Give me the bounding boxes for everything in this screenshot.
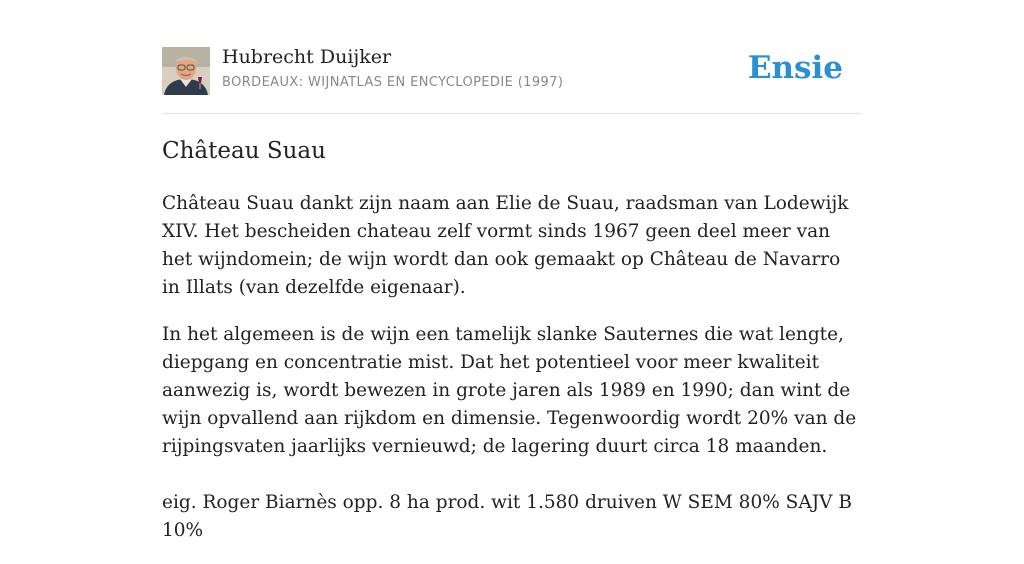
author-avatar[interactable] [162, 47, 210, 95]
ensie-logo[interactable]: Ensie [747, 50, 843, 86]
paragraph: In het algemeen is de wijn een tamelijk slanke Sauternes die wat lengte, diepgang en concentratie mist. Dat het potentieel voor meer kwaliteit aanwezig is, wordt bewezen in grote jaren als 1989 en 1990; dan wint de wijn opvallend aan rijkdom en dimensie. Tegenwoordig wordt 20% van de rijpingsvaten jaarlijks vernieuwd; de lagering duurt circa 18 maanden. [162, 324, 857, 457]
paragraph: Château Suau dankt zijn naam aan Elie de Suau, raadsman van Lodewijk XIV. Het bescheiden chateau zelf vormt sinds 1967 geen deel meer van het wijndomein; de wijn wordt dan ook gemaakt op Château de Navarro in Illats (van dezelfde eigenaar). [162, 193, 849, 298]
article-container [162, 0, 862, 541]
book-title[interactable]: BORDEAUX: WIJNATLAS EN ENCYCLOPEDIE (1997) [222, 75, 564, 90]
meta-line: eig. Roger Biarnès opp. 8 ha prod. wit 1.580 druiven W SEM 80% SAJV B 10% [162, 492, 852, 541]
author-portrait-icon [162, 47, 210, 95]
page-title: Château Suau [162, 138, 326, 164]
author-name[interactable]: Hubrecht Duijker [222, 46, 392, 68]
header [162, 0, 862, 114]
article-body [162, 190, 862, 564]
